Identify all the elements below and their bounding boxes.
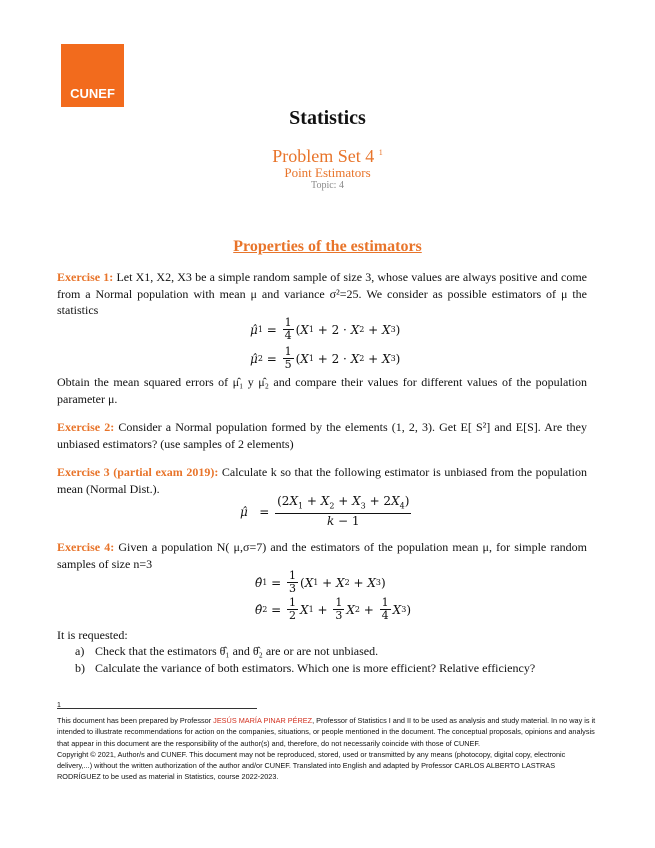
exercise-4-text: Given a population N( μ,σ=7) and the estimators of the population mean μ, for simple random samples of size n=3 [57, 540, 588, 571]
estimator-theta1: θ̂ 1 = $\frac{1}{3}$ ( X 1 + X 2 + X 3 ) [255, 569, 386, 595]
exercise-1-followup: Obtain the mean squared errors of μ̂₁ y μ̂₂ and compare their values for different values of the population parameter μ. [57, 375, 587, 406]
requested-label: It is requested: [57, 628, 128, 642]
exercise-2 [57, 419, 587, 452]
footnote-author: JESÚS MARÍA PINAR PÉREZ [213, 716, 313, 725]
estimator-theta2: θ̂ 2 = $\frac{1}{2}$ X 1 + $\frac{1}{3}$ X 2 + $\frac{1}{4}$ X 3 ) [255, 596, 411, 622]
list-item: b) Calculate the variance of both estimators. Which one is more efficient? Relative efficiency? [75, 661, 536, 675]
footnote-marker: 1 [57, 702, 61, 709]
estimator-mu2: μ̂ 2 = $\frac{1}{5}$ ( X 1 + 2 · X 2 + X 3 ) [250, 345, 401, 371]
document-title: Statistics [289, 107, 366, 129]
exercise-1 [57, 269, 587, 319]
exercise-3 [57, 464, 587, 497]
estimator-mu1: μ̂ 1 = $\frac{1}{4}$ ( X 1 + 2 · X 2 + X 3 ) [250, 316, 401, 342]
problem-set-title: Problem Set 4 $^1$ [272, 146, 383, 166]
exercise-3-text: Calculate k so that the following estimator is unbiased from the population mean (Normal Dist.). [57, 465, 587, 496]
cunef-logo: CUNEF [61, 44, 124, 107]
section-heading: Properties of the estimators [233, 238, 422, 255]
footnote-paragraph-1: This document has been prepared by Professor JESÚS MARÍA PINAR PÉREZ, Professor of Statistics I and II to be used as analysis and study material. In no way is it intended to illustrate recommendations for action on the companies, situations, or people mentioned in the document. The conceptual proposals, opinions and analysis that appear in this document are the responsibility of the author(s) and, therefore, do not necessarily coincide with those of CUNEF. [57, 716, 596, 748]
footnote-divider [57, 708, 257, 709]
footnote [57, 715, 597, 783]
footnote-paragraph-2: Copyright © 2021, Author/s and CUNEF. This document may not be reproduced, stored, used or transmitted by any means (photocopy, digital copy, electronic delivery,...) without the written authorization of the author and/or CUNEF. Translated into English and adapted by Professor CARLOS ALBERTO LASTRAS RODRÍGUEZ to be used as material in Statistics, course 2022-2023. [57, 749, 566, 782]
requested-list [75, 643, 605, 677]
exercise-4 [57, 539, 587, 572]
estimator-mu-k: μ̂ = $\frac{(2X_1 + X_2 + X_3 + 2X_4)}{k - 1}$ [240, 494, 410, 529]
problem-set-subtitle: Point Estimators [284, 165, 371, 180]
topic-label: Topic: 4 [311, 180, 344, 191]
exercise-2-label: Exercise 2: [57, 420, 115, 434]
exercise-2-text: Consider a Normal population formed by the elements (1, 2, 3). Get E[ S²] and E[S]. Are they unbiased estimators? (use samples of 2 elements) [57, 420, 587, 451]
footnote-ref: 1 [378, 148, 383, 157]
list-item: a) Check that the estimators θ̂₁ and θ̂₂ are or are not unbiased. [75, 644, 379, 658]
exercise-3-label: Exercise 3 (partial exam 2019): [57, 465, 219, 479]
exercise-4-label: Exercise 4: [57, 540, 115, 554]
exercise-1-text: Let X1, X2, X3 be a simple random sample of size 3, whose values are always positive and come from a Normal population with mean μ and variance σ²=25. We consider as possible estimators of μ the statistics [57, 270, 587, 317]
exercise-1-label: Exercise 1: [57, 270, 114, 284]
